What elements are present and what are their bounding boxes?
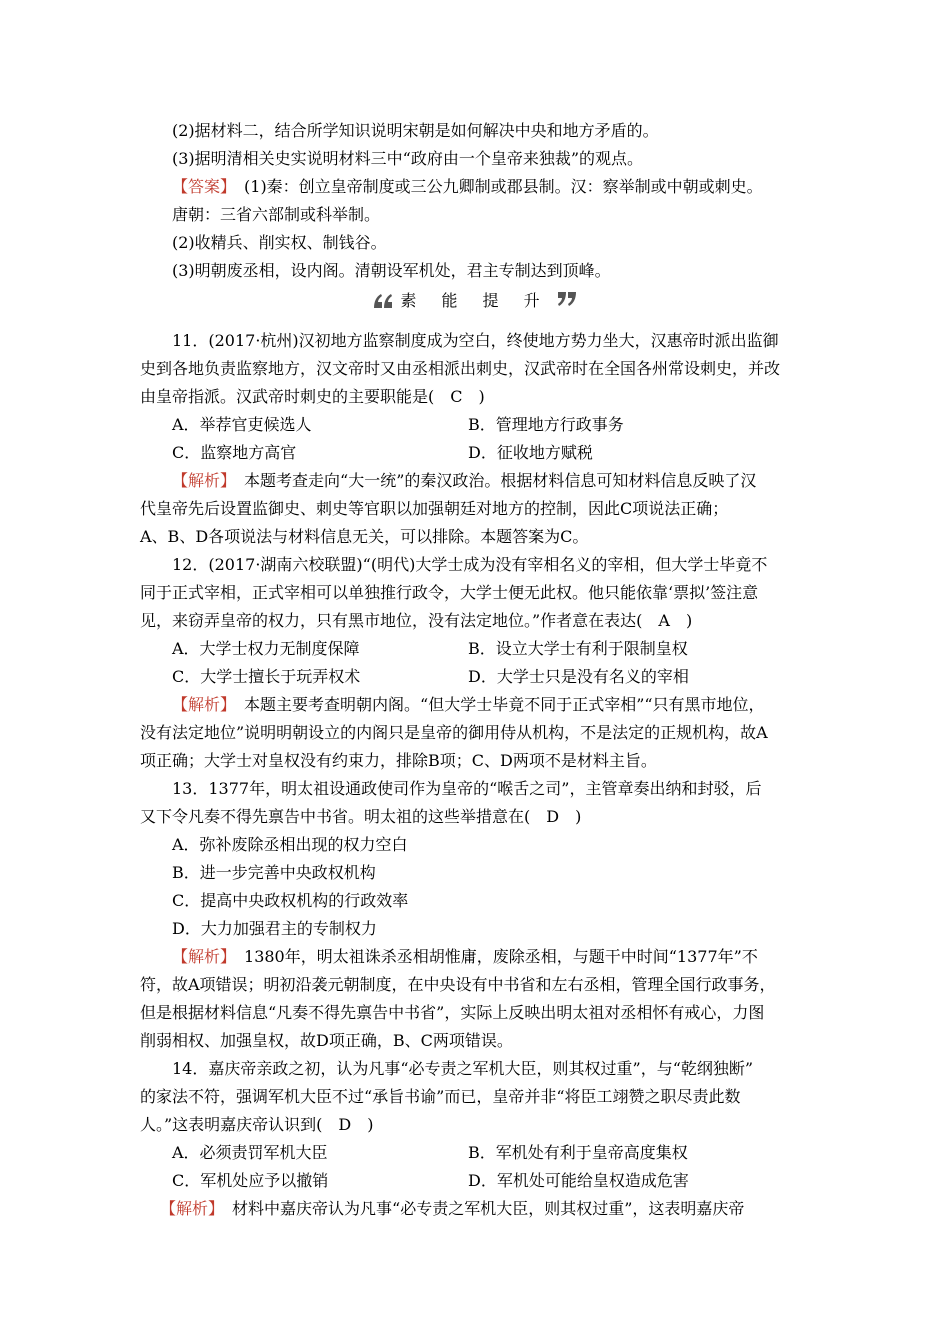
q11-line-2: 史到各地负责监察地方，汉文帝时又由丞相派出刺史，汉武帝时在全国各州常设刺史，并改: [140, 359, 781, 378]
open-quote-icon: [372, 290, 394, 310]
q13-line-2: 又下令凡奏不得先禀告中书省。明太祖的这些举措意在( D ): [140, 807, 582, 826]
q14-option-c: C．军机处应予以撤销: [172, 1171, 329, 1190]
q13-line-1: 13．1377年，明太祖设通政使司作为皇帝的“喉舌之司”，主管章奏出纳和封驳，后: [172, 779, 762, 798]
q13-explanation-1: 【解析】 1380年，明太祖诛杀丞相胡惟庸，废除丞相，与题干中时间“1377年”不: [172, 947, 758, 966]
section-heading: [0, 288, 950, 314]
answer-line-4: (3)明朝废丞相，设内阁。清朝设军机处，君主专制达到顶峰。: [172, 261, 611, 280]
answer-line-2: 唐朝：三省六部制或科举制。: [172, 205, 381, 224]
q14-option-b: B．军机处有利于皇帝高度集权: [468, 1143, 688, 1162]
explanation-tag: 【解析】: [172, 695, 229, 714]
q12-line-2: 同于正式宰相，正式宰相可以单独推行政令，大学士便无此权。他只能依靠‘票拟’签注意: [140, 583, 759, 602]
q14-explanation-1: 【解析】 材料中嘉庆帝认为凡事“必专责之军机大臣，则其权过重”，这表明嘉庆帝: [160, 1199, 745, 1218]
q12-explanation-2: 没有法定地位”说明明朝设立的内阁只是皇帝的御用侍从机构，不是法定的正规机构，故A: [140, 723, 768, 742]
q13-explanation-4: 削弱相权、加强皇权，故D项正确，B、C两项错误。: [140, 1031, 513, 1050]
q14-option-d: D．军机处可能给皇权造成危害: [468, 1171, 689, 1190]
q14-line-3: 人。”这表明嘉庆帝认识到( D ): [140, 1115, 374, 1134]
q12-option-d: D．大学士只是没有名义的宰相: [468, 667, 689, 686]
q11-option-c: C．监察地方高官: [172, 443, 297, 462]
q11-explanation-3: A、B、D各项说法与材料信息无关，可以排除。本题答案为C。: [140, 527, 589, 546]
q14-option-a: A．必须责罚军机大臣: [172, 1143, 328, 1162]
q12-option-a: A．大学士权力无制度保障: [172, 639, 360, 658]
q11-option-a: A．举荐官吏候选人: [172, 415, 312, 434]
section-title: 素 能 提 升: [400, 291, 550, 310]
q14-line-2: 的家法不符，强调军机大臣不过“承旨书谕”而已，皇帝并非“将臣工翊赞之职尽责此数: [140, 1087, 741, 1106]
q13-explanation-2: 符，故A项错误；明初沿袭元朝制度，在中央设有中书省和左右丞相，管理全国行政事务，: [140, 975, 776, 994]
question-part-2: (2)据材料二，结合所学知识说明宋朝是如何解决中央和地方矛盾的。: [172, 121, 659, 140]
answer-line-3: (2)收精兵、削实权、制钱谷。: [172, 233, 387, 252]
q13-option-d: D．大力加强君主的专制权力: [172, 919, 377, 938]
q11-option-d: D．征收地方赋税: [468, 443, 593, 462]
q11-option-b: B．管理地方行政事务: [468, 415, 624, 434]
q11-line-1: 11．(2017·杭州)汉初地方监察制度成为空白，终使地方势力坐大，汉惠帝时派出监御: [172, 331, 779, 350]
q13-option-a: A．弥补废除丞相出现的权力空白: [172, 835, 408, 854]
q12-option-b: B．设立大学士有利于限制皇权: [468, 639, 688, 658]
answer-tag: 【答案】: [172, 177, 229, 196]
q13-option-c: C．提高中央政权机构的行政效率: [172, 891, 409, 910]
q11-explanation-2: 代皇帝先后设置监御史、刺史等官职以加强朝廷对地方的控制，因此C项说法正确；: [140, 499, 729, 518]
explanation-tag: 【解析】: [172, 471, 229, 490]
close-quote-icon: [556, 290, 578, 310]
q13-explanation-3: 但是根据材料信息“凡奏不得先禀告中书省”，实际上反映出明太祖对丞相怀有戒心，力图: [140, 1003, 765, 1022]
explanation-tag: 【解析】: [172, 947, 229, 966]
q14-line-1: 14．嘉庆帝亲政之初，认为凡事“必专责之军机大臣，则其权过重”，与“乾纲独断”: [172, 1059, 754, 1078]
explanation-tag: 【解析】: [160, 1199, 217, 1218]
q13-option-b: B．进一步完善中央政权机构: [172, 863, 376, 882]
question-part-3: (3)据明清相关史实说明材料三中“政府由一个皇帝来独裁”的观点。: [172, 149, 644, 168]
q11-line-3: 由皇帝指派。汉武帝时刺史的主要职能是( C ): [140, 387, 485, 406]
q12-explanation-3: 项正确；大学士对皇权没有约束力，排除B项；C、D两项不是材料主旨。: [140, 751, 657, 770]
q12-line-3: 见，来窃弄皇帝的权力，只有黑市地位，没有法定地位。”作者意在表达( A ): [140, 611, 693, 630]
q12-explanation-1: 【解析】 本题主要考查明朝内阁。“但大学士毕竟不同于正式宰相”“只有黑市地位，: [172, 695, 765, 714]
q12-option-c: C．大学士擅长于玩弄权术: [172, 667, 361, 686]
answer-line-1: 【答案】 (1)秦：创立皇帝制度或三公九卿制或郡县制。汉：察举制或中朝或刺史。: [172, 177, 763, 196]
q12-line-1: 12．(2017·湖南六校联盟)“(明代)大学士成为没有宰相名义的宰相，但大学士毕竟不: [172, 555, 768, 574]
q11-explanation-1: 【解析】 本题考查走向“大一统”的秦汉政治。根据材料信息可知材料信息反映了汉: [172, 471, 757, 490]
